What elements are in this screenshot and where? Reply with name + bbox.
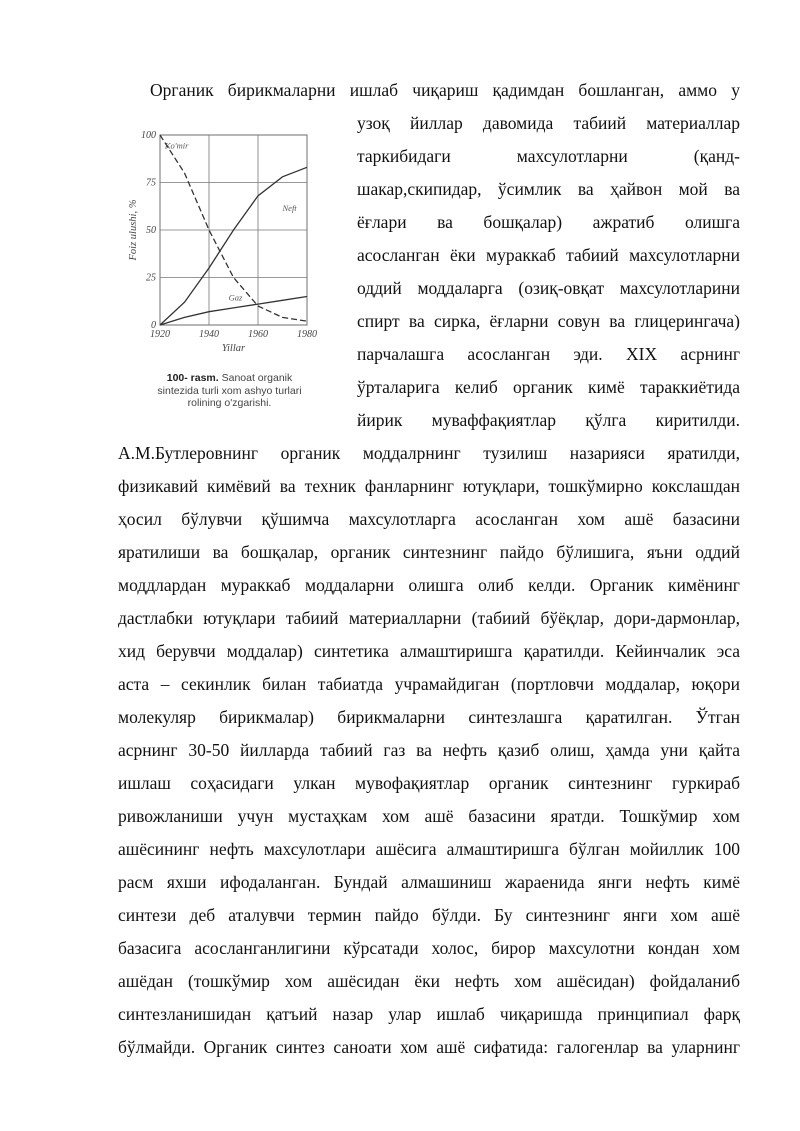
text-line: дастлабки ютуқлари табиий материалларни (табиий бўёқлар, дори-дармонлар, — [118, 608, 740, 628]
text-line: ёғлари ва бошқалар) ажратиб олишга — [357, 212, 740, 232]
text-line: синтезланишидан қатъий назар улар ишлаб чиқаришда принципиал фарқ — [118, 1004, 740, 1024]
text-line: моддлардан мураккаб моддаларни олишга олиб келди. Органик кимёнинг — [118, 575, 740, 595]
text-line: таркибидаги махсулотларни (қанд- — [357, 146, 740, 166]
text-line: ҳосил бўлувчи қўшимча махсулотларга асосланган хом ашё базасини — [118, 509, 740, 529]
text-line: йирик муваффақиятлар қўлга киритилди. — [357, 410, 740, 430]
text-line: расм яхши ифодаланган. Бундай алмашиниш жараенида янги нефть кимё — [118, 872, 740, 892]
text-line: аста – секинлик билан табиатда учрамайдиган (портловчи моддалар, юқори — [118, 674, 740, 694]
series-label: Ko'mir — [164, 140, 189, 151]
figure-caption — [122, 372, 337, 410]
text-line: оддий моддаларга (озиқ-овқат махсулотларини — [357, 278, 740, 298]
text-line: парчалашга асосланган эди. XIX асрнинг — [357, 344, 740, 364]
y-tick-label: 100 — [141, 130, 156, 141]
text-line: ашёдан (тошкўмир хом ашёсидан ёки нефть хом ашёсидан) фойдаланиб — [118, 971, 740, 991]
text-line: Органик бирикмаларни ишлаб чиқариш қадимдан бошланган, аммо у — [150, 80, 740, 100]
series-label: Gaz — [228, 292, 243, 303]
x-tick-label: 1980 — [297, 329, 317, 340]
text-line: ривожланиши учун мустаҳкам хом ашё базасини яратди. Тошкўмир хом — [118, 806, 740, 826]
text-line: базасига асосланганлигини кўрсатади холос, бирор махсулотни кондан хом — [118, 938, 740, 958]
caption-text: Sanoat organik — [221, 372, 293, 384]
x-tick-label: 1920 — [150, 329, 170, 340]
y-tick-label: 0 — [151, 320, 156, 331]
text-line: асрнинг 30-50 йилларда табиий газ ва нефть қазиб олиш, ҳамда уни қайта — [118, 740, 740, 760]
y-tick-label: 25 — [146, 272, 156, 284]
text-line: спирт ва сирка, ёғларни совун ва глицерингача) — [357, 311, 740, 331]
text-line: синтези деб аталувчи термин пайдо бўлди. Бу синтезнинг янги хом ашё — [118, 905, 740, 925]
x-tick-label: 1940 — [199, 329, 219, 340]
text-line: хид берувчи моддалар) синтетика алмаштиришга қаратилди. Кейинчалик эса — [118, 641, 740, 661]
y-tick-label: 75 — [146, 177, 156, 189]
caption-text: sintezida turli xom ashyo turlari — [157, 384, 302, 397]
series-label: Neft — [282, 203, 297, 213]
text-line: А.М.Бутлеровнинг органик моддалрнинг тузилиш назарияси яратилди, — [118, 443, 740, 463]
y-tick-label: 50 — [146, 225, 156, 236]
text-line: узоқ йиллар давомида табиий материаллар — [357, 113, 740, 133]
text-line: асосланган ёки мураккаб табиий махсулотларни — [357, 245, 740, 265]
x-axis-label: Yillar — [221, 343, 246, 354]
text-line: бўлмайди. Органик синтез саноати хом ашё сифатида: галогенлар ва уларнинг — [118, 1037, 740, 1057]
line-chart — [122, 120, 337, 370]
text-line: ашёсининг нефть махсулотлари ашёсига алмаштиришга бўлган мойиллик 100 — [118, 839, 740, 859]
y-axis-label: Foiz ulushi, % — [128, 199, 139, 261]
text-line: молекуляр бирикмалар) бирикмаларни синтезлашга қаратилган. Ўтган — [118, 707, 740, 727]
text-line: ўрталарига келиб органик кимё тараккиётида — [357, 377, 740, 397]
figure-100 — [122, 120, 342, 420]
caption-number: 100- rasm. — [166, 372, 219, 384]
text-line: физикавий кимёвий ва техник фанларнинг ютуқлари, тошкўмирно кокслашдан — [118, 476, 740, 496]
text-line: яратилиши ва бошқалар, органик синтезнинг пайдо бўлишига, яъни оддий — [118, 542, 740, 562]
caption-text: rolining o'zgarishi. — [187, 397, 272, 409]
x-tick-label: 1960 — [248, 329, 268, 340]
text-line: ишлаш соҳасидаги улкан мувофақиятлар органик синтезнинг гуркираб — [118, 773, 740, 793]
text-line: шакар,скипидар, ўсимлик ва ҳайвон мой ва — [357, 179, 740, 199]
